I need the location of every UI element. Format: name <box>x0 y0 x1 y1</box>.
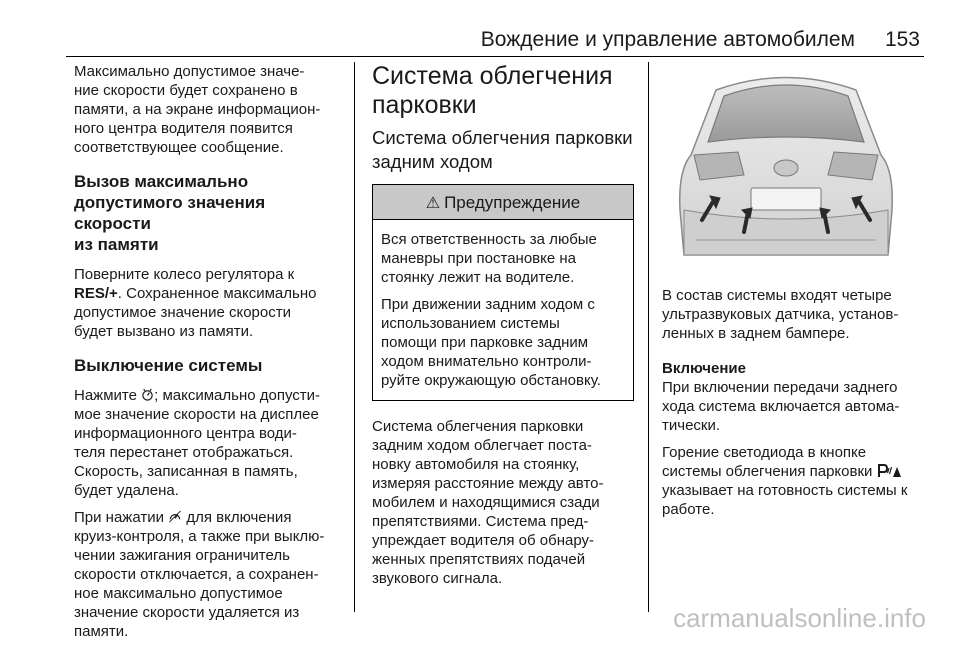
line: ленных в заднем бампере. <box>662 325 850 342</box>
warning-header <box>373 185 633 220</box>
warning-title: Предупреждение <box>444 193 581 212</box>
line: допустимого значения скорости <box>74 193 266 233</box>
recall-heading <box>74 171 346 255</box>
line: Максимально допустимое значе- <box>74 63 305 80</box>
line: работе. <box>662 501 715 518</box>
intro-paragraph <box>74 62 346 157</box>
line: . Сохраненное максимально <box>117 285 317 302</box>
off-paragraph-2 <box>74 508 346 641</box>
line: памяти. <box>74 623 129 640</box>
line: для включения <box>186 509 292 526</box>
line: скорости отключается, а сохранен- <box>74 566 319 583</box>
system-description <box>372 417 634 588</box>
line: соответствующее сообщение. <box>74 139 284 156</box>
line: мобилем и находящимися сзади <box>372 494 600 511</box>
column-divider-1 <box>354 62 355 612</box>
line: При нажатии <box>74 509 164 526</box>
sensors-paragraph <box>662 286 928 343</box>
line: При движении задним ходом с <box>381 296 595 313</box>
warning-body <box>373 220 633 400</box>
column-1 <box>74 62 346 649</box>
on-paragraph <box>662 378 928 435</box>
line: задним ходом <box>372 151 493 172</box>
section-title <box>372 62 634 120</box>
line: звукового сигнала. <box>372 570 503 587</box>
cruise-control-icon <box>168 510 182 523</box>
page-header <box>0 0 960 58</box>
warning-paragraph-1 <box>381 230 625 287</box>
line: тически. <box>662 417 721 434</box>
line: женных препятствиях подачей <box>372 551 586 568</box>
line: измеряя расстояние между авто- <box>372 475 604 492</box>
line: ного центра водителя появится <box>74 120 293 137</box>
line: допустимое значение скорости <box>74 304 291 321</box>
line: Система облегчения <box>372 62 613 90</box>
column-3 <box>662 62 928 527</box>
line: круиз-контроля, а также при выклю- <box>74 528 325 545</box>
car-rear-illustration <box>666 60 906 270</box>
line: новку автомобиля на стоянку, <box>372 456 580 473</box>
line: Система облегчения парковки <box>372 418 584 435</box>
line: упреждает водителя об обнару- <box>372 532 595 549</box>
line: стоянку лежит на водителе. <box>381 269 575 286</box>
led-paragraph <box>662 443 928 519</box>
line: будет вызвано из памяти. <box>74 323 254 340</box>
line: ние скорости будет сохранено в <box>74 82 298 99</box>
parking-assist-icon <box>877 464 903 478</box>
line: парковки <box>372 91 477 119</box>
line: Скорость, записанная в память, <box>74 463 298 480</box>
line: ходом внимательно контроли- <box>381 353 592 370</box>
line: системы облегчения парковки <box>662 463 873 480</box>
line: теля перестанет отображаться. <box>74 444 294 461</box>
line: использованием системы <box>381 315 560 332</box>
line: Система облегчения парковки <box>372 127 633 148</box>
line: помощи при парковке задним <box>381 334 589 351</box>
line: маневры при постановке на <box>381 250 577 267</box>
warning-box <box>372 184 634 401</box>
recall-paragraph <box>74 265 346 341</box>
line: ультразвуковых датчика, установ- <box>662 306 899 323</box>
line: ; максимально допусти- <box>154 387 321 404</box>
line: памяти, а на экране информацион- <box>74 101 321 118</box>
section-subtitle <box>372 126 634 174</box>
watermark: carmanualsonline.info <box>673 603 926 633</box>
warning-paragraph-2 <box>381 295 625 390</box>
line: Вызов максимально <box>74 172 249 191</box>
header-title: Вождение и управление автомобилем <box>480 28 855 51</box>
line: При включении передачи заднего <box>662 379 898 396</box>
on-heading: Включение <box>662 360 746 377</box>
line: Горение светодиода в кнопке <box>662 444 867 461</box>
header-rule <box>66 56 924 57</box>
line: Вся ответственность за любые <box>381 231 597 248</box>
line: из памяти <box>74 235 159 254</box>
res-button-label: RES/+ <box>74 285 118 302</box>
line: будет удалена. <box>74 482 179 499</box>
line: хода система включается автома- <box>662 398 900 415</box>
line: Нажмите <box>74 387 137 404</box>
column-2 <box>372 62 634 596</box>
speed-limiter-icon <box>141 388 154 401</box>
line: препятствиями. Система пред- <box>372 513 589 530</box>
line: Поверните колесо регулятора к <box>74 266 295 283</box>
line: В состав системы входят четыре <box>662 287 892 304</box>
line: ное максимально допустимое <box>74 585 283 602</box>
warning-triangle-icon: ⚠ <box>425 195 441 212</box>
line: мое значение скорости на дисплее <box>74 406 319 423</box>
line: чении зажигания ограничитель <box>74 547 290 564</box>
off-heading: Выключение системы <box>74 356 263 375</box>
line: информационного центра води- <box>74 425 297 442</box>
line: задним ходом облегчает поста- <box>372 437 592 454</box>
line: руйте окружающую обстановку. <box>381 372 601 389</box>
off-paragraph-1 <box>74 386 346 500</box>
line: значение скорости удаляется из <box>74 604 300 621</box>
page-number: 153 <box>884 28 920 51</box>
line: указывает на готовность системы к <box>662 482 908 499</box>
column-divider-2 <box>648 62 649 612</box>
